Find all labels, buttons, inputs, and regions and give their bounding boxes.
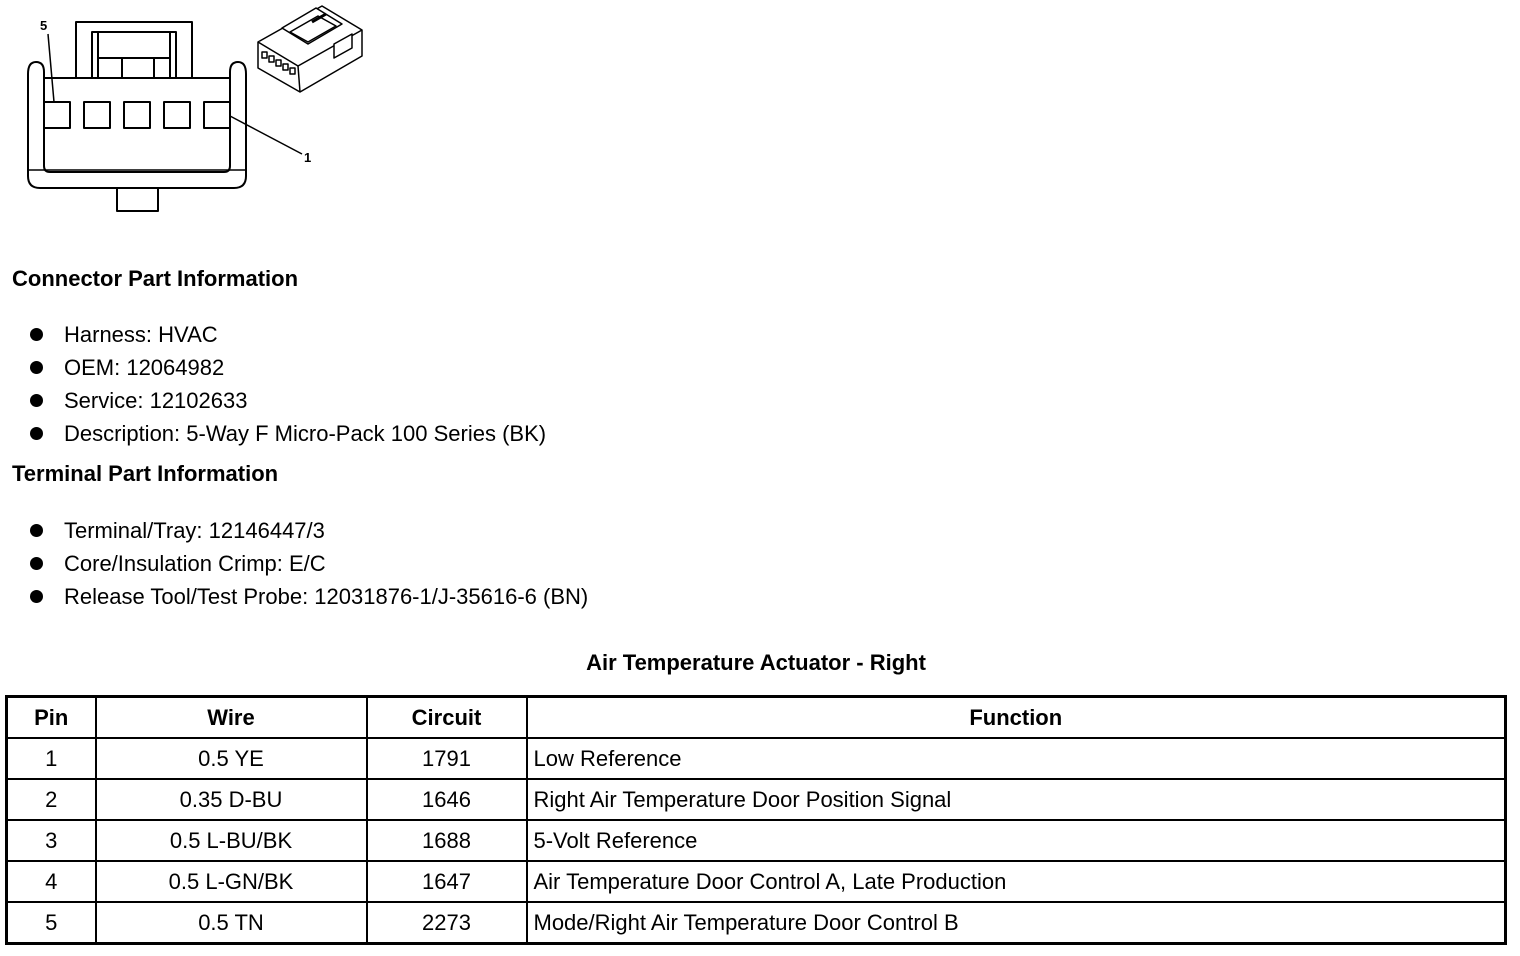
pinout-table [5,695,1507,945]
table-header-row [7,697,1506,739]
connector-info-list [28,318,546,450]
bullet-icon [30,361,43,374]
cell-wire: 0.5 L-GN/BK [96,861,367,902]
pin-label-5: 5 [40,18,48,33]
pin-label-1: 1 [304,150,312,165]
list-item: Release Tool/Test Probe: 12031876-1/J-35616-6 (BN) [28,580,588,613]
cell-pin: 5 [7,902,96,944]
cell-function: Right Air Temperature Door Position Signal [527,779,1506,820]
list-item: Core/Insulation Crimp: E/C [28,547,588,580]
list-item: Harness: HVAC [28,318,546,351]
cell-function: Air Temperature Door Control A, Late Production [527,861,1506,902]
cell-wire: 0.35 D-BU [96,779,367,820]
cell-pin: 1 [7,738,96,779]
cell-circuit: 1688 [367,820,527,861]
terminal-info-title: Terminal Part Information [12,461,279,486]
bullet-icon [30,394,43,407]
cell-circuit: 2273 [367,902,527,944]
list-item: OEM: 12064982 [28,351,546,384]
list-item: Description: 5-Way F Micro-Pack 100 Series (BK) [28,417,546,450]
bullet-icon [30,524,43,537]
table-row [7,902,1506,944]
table-row [7,738,1506,779]
connector-latch [76,22,192,84]
connector-iso-view [258,6,362,92]
list-item: Terminal/Tray: 12146447/3 [28,514,588,547]
terminal-info-list [28,514,588,613]
bullet-icon [30,328,43,341]
connector-housing [28,62,246,188]
connector-diagram [0,0,400,230]
table-row [7,779,1506,820]
cell-wire: 0.5 YE [96,738,367,779]
connector-key [117,188,158,211]
connector-info-title: Connector Part Information [12,266,299,291]
header-circuit: Circuit [367,697,527,739]
cell-function: Low Reference [527,738,1506,779]
bullet-icon [30,590,43,603]
header-pin: Pin [7,697,96,739]
cell-wire: 0.5 TN [96,902,367,944]
cell-pin: 2 [7,779,96,820]
header-function: Function [527,697,1506,739]
table-row [7,820,1506,861]
bullet-icon [30,557,43,570]
cell-pin: 3 [7,820,96,861]
list-item: Service: 12102633 [28,384,546,417]
cell-function: 5-Volt Reference [527,820,1506,861]
cell-pin: 4 [7,861,96,902]
bullet-icon [30,427,43,440]
cell-circuit: 1791 [367,738,527,779]
cell-wire: 0.5 L-BU/BK [96,820,367,861]
header-wire: Wire [96,697,367,739]
cell-circuit: 1647 [367,861,527,902]
cell-circuit: 1646 [367,779,527,820]
table-row [7,861,1506,902]
cell-function: Mode/Right Air Temperature Door Control B [527,902,1506,944]
table-title: Air Temperature Actuator - Right [586,650,926,675]
